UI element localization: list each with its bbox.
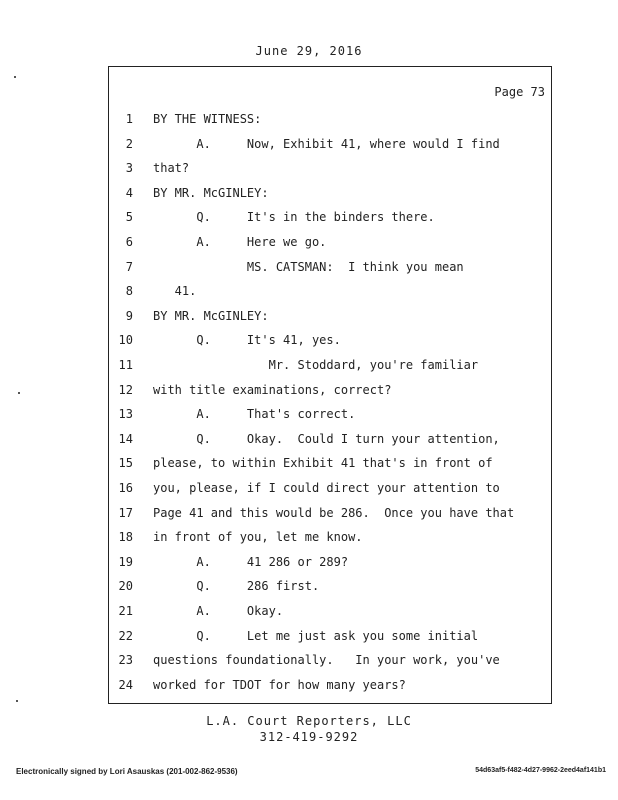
transcript-line [109,476,553,500]
line-number: 14 [118,431,133,446]
transcript-line [109,550,553,574]
transcript-line [109,427,553,451]
transcript-line [109,353,553,377]
deposition-date: June 29, 2016 [255,44,363,58]
transcript-line [109,156,553,180]
line-number: 16 [118,481,133,495]
transcript-page [108,66,552,704]
transcript-line [109,574,553,598]
line-number: 24 [118,677,133,692]
line-number: 18 [118,530,133,545]
line-text: that? [153,161,190,176]
line-text: BY THE WITNESS: [153,112,262,126]
line-number: 13 [118,407,133,422]
line-text: worked for TDOT for how many years? [153,677,406,692]
transcript-line [109,451,553,475]
page-number: Page 73 [494,85,545,99]
line-number: 21 [118,604,133,618]
line-number: 3 [125,161,133,176]
transcript-line [109,378,553,402]
transcript-line [109,230,553,254]
line-number: 15 [118,456,133,471]
line-text: A. Okay. [153,604,284,618]
scan-speck [16,700,18,702]
line-text: with title examinations, correct? [153,382,392,397]
transcript-line [109,328,553,352]
line-text: MS. CATSMAN: I think you mean [153,259,464,274]
line-text: A. 41 286 or 289? [153,554,349,569]
line-text: Q. It's 41, yes. [153,333,341,348]
line-number: 22 [118,628,133,643]
transcript-line [109,304,553,328]
line-number: 7 [125,259,133,274]
line-text: Q. Let me just ask you some initial [153,628,479,643]
transcript-line [109,599,553,623]
transcript-line [109,181,553,205]
transcript-line [109,132,553,156]
line-number: 19 [118,554,133,569]
line-text: questions foundationally. In your work, you've [153,653,500,668]
line-text: in front of you, let me know. [153,530,363,545]
court-reporter-firm: L.A. Court Reporters, LLC [206,714,412,728]
transcript-line [109,673,553,697]
line-text: A. That's correct. [153,407,356,422]
scan-speck [14,76,16,78]
line-text: you, please, if I could direct your attention to [153,481,500,495]
line-text: BY MR. McGINLEY: [153,308,269,323]
line-number: 5 [125,210,133,225]
electronic-signature-note: Electronically signed by Lori Asauskas (201-002-862-9536) [16,767,238,776]
line-number: 8 [125,284,133,299]
court-reporter-phone: 312-419-9292 [259,730,359,744]
line-number: 6 [125,235,133,249]
transcript-line [109,624,553,648]
line-number: 17 [118,505,133,520]
line-text: 41. [153,284,197,299]
line-number: 1 [125,112,133,126]
line-text: BY MR. McGINLEY: [153,185,269,200]
transcript-line [109,205,553,229]
line-number: 2 [125,136,133,151]
line-number: 4 [125,185,133,200]
transcript-line [109,501,553,525]
line-text: Q. Okay. Could I turn your attention, [153,431,500,446]
transcript-line [109,255,553,279]
line-number: 23 [118,653,133,668]
line-text: please, to within Exhibit 41 that's in front of [153,456,493,471]
line-number: 10 [118,333,133,348]
transcript-line [109,107,553,131]
line-number: 9 [125,308,133,323]
scan-speck [18,392,20,394]
transcript-line [109,279,553,303]
line-number: 11 [118,358,133,372]
transcript-line [109,648,553,672]
line-text: Q. It's in the binders there. [153,210,435,225]
transcript-line [109,525,553,549]
document-id: 54d63af5-f482-4d27-9962-2eed4af141b1 [475,767,606,774]
line-text: Q. 286 first. [153,579,320,594]
line-text: Page 41 and this would be 286. Once you have that [153,505,515,520]
line-text: Mr. Stoddard, you're familiar [153,358,479,372]
line-text: A. Now, Exhibit 41, where would I find [153,136,500,151]
line-number: 12 [118,382,133,397]
line-number: 20 [118,579,133,594]
line-text: A. Here we go. [153,235,327,249]
transcript-line [109,402,553,426]
